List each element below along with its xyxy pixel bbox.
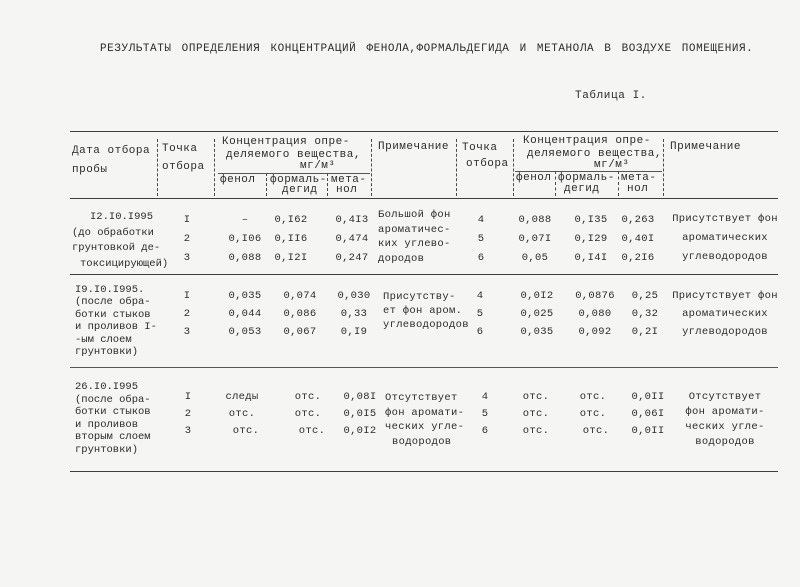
sampling-point: 2 [184, 408, 192, 420]
sample-date [75, 284, 157, 358]
sample-date-line: (до обработки [72, 226, 154, 239]
sample-date-line: вторым слоем [75, 431, 151, 443]
formaldehyde-values [570, 211, 612, 268]
sampling-points [179, 287, 195, 341]
phenol-value: 0,07I [518, 233, 552, 245]
header-formaldehyde-line: формаль- [558, 172, 615, 184]
methanol-value: 0,I9 [340, 326, 368, 338]
header-point-line: отбора [466, 158, 509, 170]
methanol-value: 0,0I5 [343, 408, 377, 420]
sample-date-line: грунтовки) [75, 443, 139, 456]
column-divider [157, 139, 158, 196]
phenol-value: следы [225, 391, 259, 403]
phenol-values [220, 389, 264, 440]
methanol-values [340, 389, 380, 440]
row-separator [70, 367, 778, 368]
formaldehyde-values [279, 287, 321, 341]
column-divider [214, 139, 215, 196]
header-note: Примечание [670, 141, 742, 153]
phenol-value: 0,053 [228, 326, 262, 338]
phenol-value: 0,I06 [228, 233, 262, 245]
note-line: углеводородов [682, 326, 768, 338]
sample-date-line: и проливов I- [75, 321, 157, 334]
note-line: ароматических [682, 308, 768, 320]
sample-date-line: ботки стыков [75, 308, 151, 321]
note-line: фон аромати- [685, 406, 765, 418]
note-line: водородов [695, 436, 755, 448]
column-divider [618, 171, 619, 196]
sample-date-line: грунтовкой де- [72, 242, 161, 254]
header-formaldehyde-line: дегид [282, 184, 318, 196]
phenol-value: 0,05 [521, 252, 549, 264]
sample-date-line: и проливов [75, 418, 139, 431]
sampling-point: 6 [481, 425, 489, 437]
phenol-value: 0,044 [228, 308, 262, 320]
header-methanol-line: нол [627, 183, 649, 195]
table-top-rule [70, 131, 778, 132]
sampling-point: I [183, 214, 191, 226]
column-divider [371, 139, 372, 196]
sampling-point: I [184, 391, 192, 403]
header-concentration-unit: мг/м³ [300, 160, 336, 172]
phenol-values [516, 287, 558, 341]
formaldehyde-value: отс. [298, 425, 326, 437]
sampling-point: 5 [477, 233, 485, 245]
formaldehyde-value: отс. [579, 408, 607, 420]
formaldehyde-value: отс. [579, 391, 607, 403]
note [385, 391, 464, 449]
phenol-value: отс. [232, 425, 260, 437]
methanol-value: 0,030 [337, 290, 371, 302]
methanol-values [617, 211, 659, 268]
methanol-values [331, 211, 373, 268]
note-line: Отсутствует [688, 391, 762, 403]
header-date [72, 142, 150, 180]
sampling-point: 4 [477, 214, 485, 226]
sampling-point: 3 [183, 252, 191, 264]
methanol-value: 0,263 [621, 214, 655, 226]
sample-date-line: I2.I0.I995 [90, 211, 154, 223]
sample-date-line: (после обра- [75, 296, 151, 309]
phenol-value: 0,035 [520, 326, 554, 338]
methanol-values [628, 389, 668, 440]
methanol-value: 0,474 [335, 233, 369, 245]
formaldehyde-value: 0,I62 [274, 214, 308, 226]
formaldehyde-value: отс. [582, 425, 610, 437]
phenol-value: – [241, 214, 249, 226]
phenol-value: отс. [522, 425, 550, 437]
formaldehyde-value: 0,080 [578, 308, 612, 320]
sample-date-line: ботки стыков [75, 406, 151, 418]
formaldehyde-value: 0,I29 [574, 233, 608, 245]
sampling-point: 6 [476, 326, 484, 338]
methanol-value: 0,40I [621, 233, 655, 245]
sampling-point: 5 [481, 408, 489, 420]
phenol-values [224, 287, 266, 341]
sampling-points [472, 287, 488, 341]
methanol-value: 0,32 [631, 308, 659, 320]
formaldehyde-value: 0,I35 [574, 214, 608, 226]
note-line: Присутствует фон [672, 290, 778, 302]
phenol-values [518, 389, 554, 440]
formaldehyde-values [290, 389, 326, 440]
formaldehyde-value: отс. [294, 391, 322, 403]
note [378, 208, 451, 266]
sample-date [75, 381, 151, 456]
methanol-value: 0,25 [631, 290, 659, 302]
header-concentration-line: деляемого вещества, [527, 148, 662, 160]
methanol-value: 0,4I3 [335, 214, 369, 226]
sampling-points [180, 389, 196, 440]
phenol-value: 0,035 [228, 290, 262, 302]
header-point [462, 140, 509, 172]
methanol-value: 0,0I2 [343, 425, 377, 437]
note-line: Большой фон [378, 209, 451, 221]
header-date-line: пробы [72, 164, 108, 176]
header-phenol: фенол [516, 172, 552, 184]
sampling-point: 4 [476, 290, 484, 302]
sampling-points [473, 211, 489, 268]
note-line: Присутствует фон [672, 213, 778, 225]
sampling-points [477, 389, 493, 440]
note-line: углеводородов [682, 251, 768, 263]
header-methanol-line: мета- [331, 174, 367, 186]
header-note: Примечание [378, 141, 450, 153]
header-concentration-unit: мг/м³ [594, 159, 630, 171]
header-point-line: Точка [462, 142, 498, 154]
column-divider [663, 139, 664, 196]
document-title: РЕЗУЛЬТАТЫ ОПРЕДЕЛЕНИЯ КОНЦЕНТРАЦИЙ ФЕНОЛА,ФОРМАЛЬДЕГИДА И МЕТАНОЛА В ВОЗДУХЕ ПОМЕЩЕНИЯ. [100, 43, 754, 55]
note [383, 290, 469, 332]
header-concentration-line: Концентрация опре- [222, 136, 350, 148]
sampling-point: I [183, 290, 191, 302]
formaldehyde-values [270, 211, 312, 268]
sampling-point: 4 [481, 391, 489, 403]
row-separator [70, 274, 778, 275]
methanol-value: 0,247 [335, 252, 369, 264]
header-point [162, 140, 205, 176]
note-line: водородов [392, 435, 452, 448]
sample-date-line: I9.I0.I995. [75, 284, 145, 296]
formaldehyde-values [572, 287, 618, 341]
sampling-point: 3 [184, 425, 192, 437]
methanol-value: 0,33 [340, 308, 368, 320]
table-bottom-rule [70, 471, 778, 472]
header-date-line: Дата отбора [72, 145, 151, 157]
header-concentration-line: деляемого вещества, [226, 149, 361, 161]
header-formaldehyde-line: формаль- [270, 174, 327, 186]
sampling-point: 2 [183, 308, 191, 320]
note-line: Отсутствует [385, 392, 458, 404]
methanol-values [333, 287, 375, 341]
formaldehyde-value: 0,074 [283, 290, 317, 302]
phenol-value: 0,088 [228, 252, 262, 264]
sample-date-line: (после обра- [75, 393, 151, 406]
note-line: ческих угле- [385, 421, 465, 433]
sampling-point: 2 [183, 233, 191, 245]
formaldehyde-value: 0,086 [283, 308, 317, 320]
note-line: углеводородов [383, 319, 469, 331]
note [684, 390, 766, 450]
phenol-values [514, 211, 556, 268]
phenol-value: 0,088 [518, 214, 552, 226]
formaldehyde-value: 0,I2I [274, 252, 308, 264]
note-line: ет фон аром. [383, 305, 463, 317]
sample-date-line: токсицирующей) [80, 257, 169, 270]
note-line: дородов [378, 252, 425, 265]
note-line: ароматических [682, 232, 768, 244]
note-line: фон аромати- [385, 406, 465, 419]
note-line: ких углево- [378, 238, 451, 250]
header-point-line: отбора [162, 161, 205, 173]
formaldehyde-value: 0,0876 [575, 290, 615, 302]
sampling-point: 3 [183, 326, 191, 338]
formaldehyde-value: 0,067 [283, 326, 317, 338]
header-phenol: фенол [220, 174, 256, 186]
methanol-value: 0,0II [631, 425, 665, 437]
phenol-value: отс. [522, 391, 550, 403]
methanol-value: 0,0II [631, 391, 665, 403]
note [670, 210, 780, 267]
column-divider [266, 173, 267, 196]
phenol-value: 0,0I2 [520, 290, 554, 302]
methanol-values [624, 287, 666, 341]
sampling-points [179, 211, 195, 268]
phenol-value: отс. [228, 408, 256, 420]
column-divider [555, 171, 556, 196]
methanol-value: 0,06I [631, 408, 665, 420]
header-formaldehyde-line: дегид [564, 183, 600, 195]
methanol-value: 0,2I6 [621, 252, 655, 264]
header-point-line: Точка [162, 143, 198, 155]
sampling-point: 5 [476, 308, 484, 320]
header-methanol-line: нол [336, 184, 358, 196]
phenol-value: 0,025 [520, 308, 554, 320]
header-bottom-rule [70, 198, 778, 199]
sample-date-line: 26.I0.I995 [75, 381, 139, 393]
sampling-point: 6 [477, 252, 485, 264]
column-divider [456, 139, 457, 196]
formaldehyde-value: 0,I4I [574, 252, 608, 264]
table-label: Таблица I. [575, 90, 648, 102]
column-divider [327, 173, 328, 196]
note-line: Присутству- [383, 291, 456, 303]
phenol-value: отс. [522, 408, 550, 420]
header-concentration-line: Концентрация опре- [523, 135, 651, 147]
methanol-value: 0,2I [631, 326, 659, 338]
formaldehyde-value: 0,092 [578, 326, 612, 338]
sample-date-line: грунтовки) [75, 346, 139, 359]
phenol-values [224, 211, 266, 268]
formaldehyde-values [575, 389, 611, 440]
sample-date-line: -ым слоем [75, 333, 132, 346]
note-line: ароматичес- [378, 223, 451, 236]
sample-date [72, 210, 168, 272]
note-line: ческих угле- [685, 421, 765, 433]
column-divider [513, 139, 514, 196]
header-methanol-line: мета- [621, 172, 657, 184]
methanol-value: 0,08I [343, 391, 377, 403]
note [670, 287, 780, 341]
formaldehyde-value: отс. [294, 408, 322, 420]
formaldehyde-value: 0,II6 [274, 233, 308, 245]
